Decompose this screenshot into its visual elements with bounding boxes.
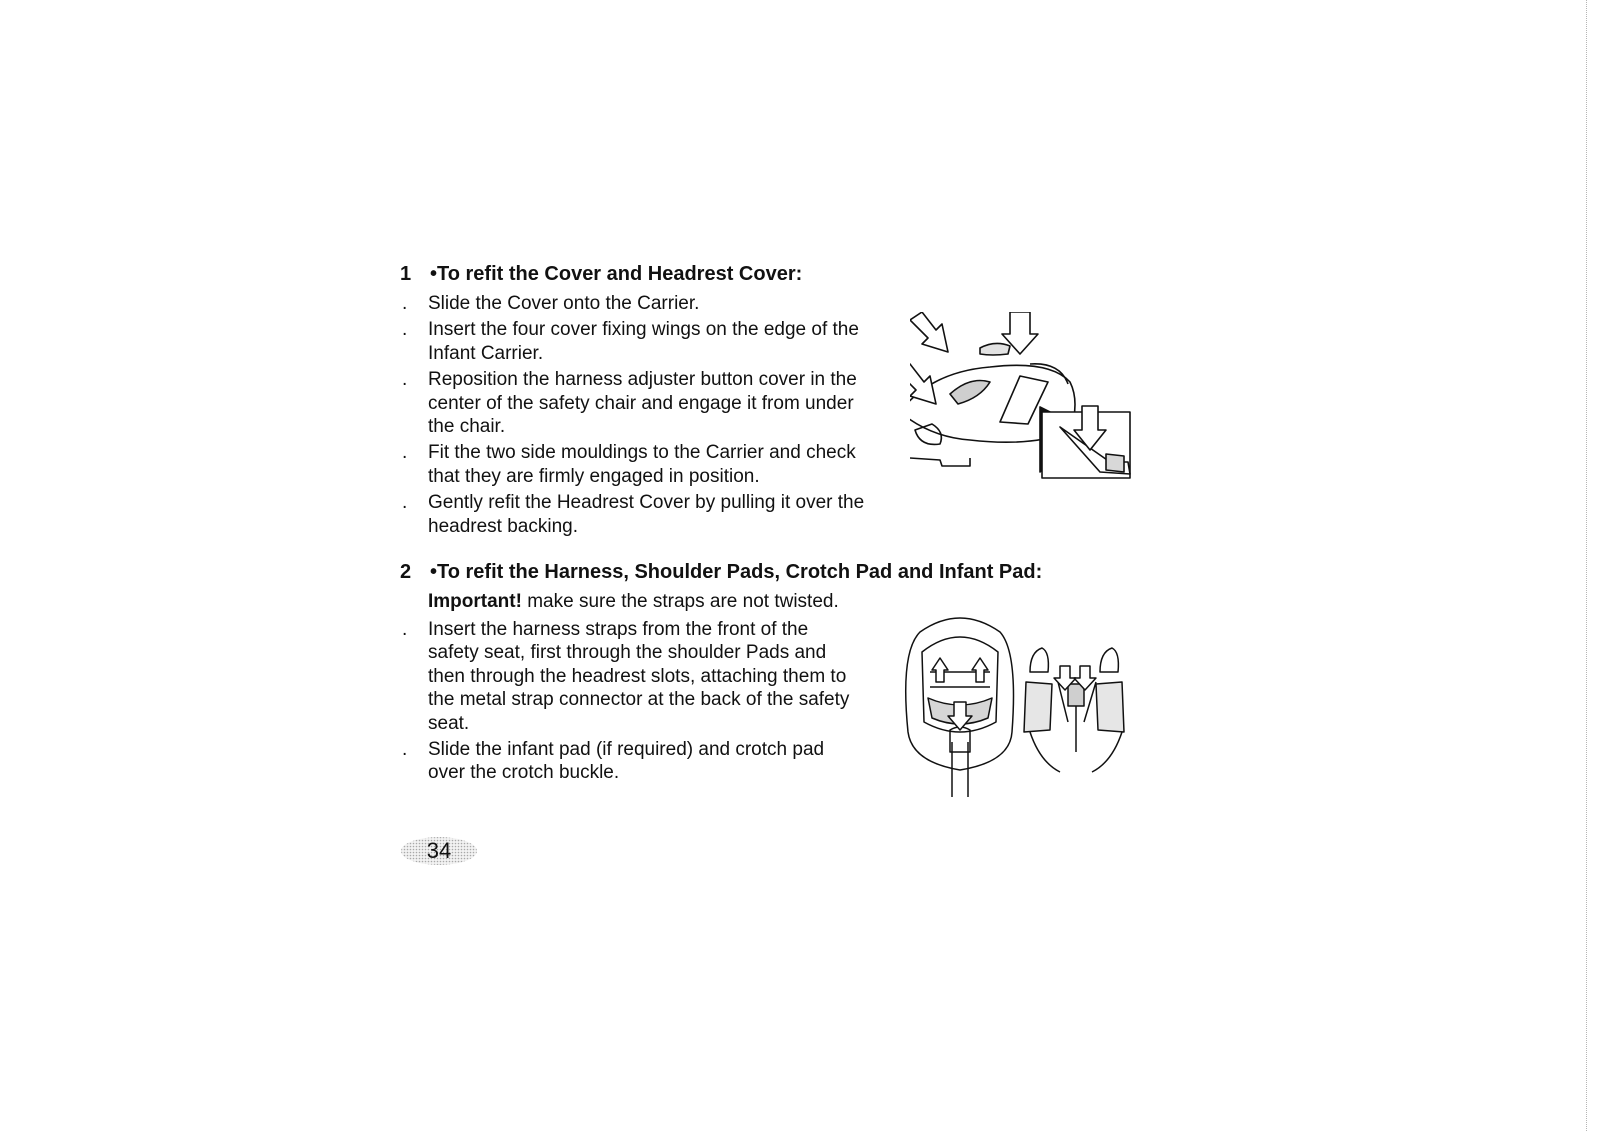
list-item [400, 368, 868, 438]
bullet: . [402, 293, 408, 314]
section-1-list [400, 292, 868, 538]
page-edge-line [1586, 0, 1587, 1131]
page-number: 34 [426, 838, 452, 863]
cover-fitting-illustration [910, 312, 1160, 492]
section-2-number: 2 [400, 561, 412, 583]
important-label: Important! [428, 591, 522, 612]
section-2-title: •To refit the Harness, Shoulder Pads, Crotch Pad and Infant Pad: [430, 561, 1043, 583]
section-1-number: 1 [400, 263, 412, 285]
list-item-text: Slide the Cover onto the Carrier. [428, 293, 700, 314]
bullet: . [402, 619, 408, 640]
list-item [400, 441, 868, 488]
list-item-text: Gently refit the Headrest Cover by pulling it over the headrest backing. [428, 492, 865, 537]
list-item-text: Slide the infant pad (if required) and crotch pad over the crotch buckle. [428, 739, 825, 784]
list-item [400, 318, 868, 365]
important-text: make sure the straps are not twisted. [521, 591, 839, 612]
bullet: . [402, 492, 408, 514]
section-refit-cover [400, 262, 868, 541]
list-item [400, 618, 858, 735]
bullet: . [402, 442, 408, 464]
list-item-text: Insert the harness straps from the front of the safety seat, first through the shoulder Pads and then through the headrest slots, attaching them to the metal strap connector at the back of the safety seat. [428, 619, 850, 734]
list-item [400, 738, 858, 785]
bullet: . [402, 739, 408, 761]
list-item-text: Insert the four cover fixing wings on the edge of the Infant Carrier. [428, 319, 859, 364]
list-item-text: Reposition the harness adjuster button cover in the center of the safety chair and engage it from under the chair. [428, 369, 857, 438]
page-number-badge [400, 836, 478, 866]
section-1-title: •To refit the Cover and Headrest Cover: [430, 263, 803, 285]
bullet: . [402, 319, 408, 341]
list-item [400, 491, 868, 538]
important-note [400, 590, 1042, 614]
section-1-heading [400, 262, 868, 286]
list-item [400, 292, 868, 315]
bullet: . [402, 369, 408, 391]
harness-fitting-illustration [900, 612, 1130, 812]
section-2-heading [400, 560, 1042, 584]
list-item-text: Fit the two side mouldings to the Carrier and check that they are firmly engaged in position. [428, 442, 856, 487]
